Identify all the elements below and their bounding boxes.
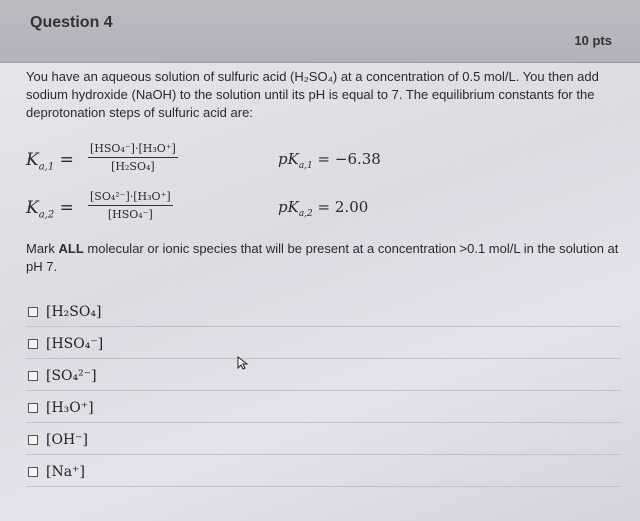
option-label: [OH⁻] <box>46 432 88 448</box>
option-hso4[interactable] <box>26 330 621 359</box>
option-h2so4[interactable] <box>26 298 621 327</box>
option-h3o[interactable] <box>26 394 621 423</box>
question-prompt: You have an aqueous solution of sulfuric acid (H₂SO₄) at a concentration of 0.5 mol/L. You then add sodium hydroxide (NaOH) to the solution until its pH is equal to 7. The equilibrium constants for the deprotonation steps of sulfuric acid are: <box>26 69 599 120</box>
option-label: [H₂SO₄] <box>46 304 102 320</box>
option-label: [HSO₄⁻] <box>46 336 104 352</box>
question-header <box>0 0 640 63</box>
ka2-symbol: $K_{a,2}$ = <box>26 198 74 221</box>
checkbox[interactable] <box>28 467 38 477</box>
option-label: [SO₄²⁻] <box>46 368 97 384</box>
points-label: 10 pts <box>574 33 612 48</box>
ka2-denominator: [HSO₄⁻] <box>107 208 153 221</box>
ka2-numerator: [SO₄²⁻]·[H₃O⁺] <box>88 190 173 206</box>
checkbox[interactable] <box>28 371 38 381</box>
option-oh[interactable] <box>26 426 621 455</box>
ka2-fraction <box>88 190 173 221</box>
option-na[interactable] <box>26 458 621 487</box>
question-body <box>26 68 626 480</box>
option-label: [Na⁺] <box>46 464 85 480</box>
pka2-expression: $pK_{a,2} = 2.00$ <box>278 198 369 219</box>
ka1-fraction <box>88 142 178 173</box>
equation-ka1 <box>26 142 626 182</box>
question-title: Question 4 <box>30 14 113 31</box>
equation-ka2 <box>26 190 626 230</box>
checkbox[interactable] <box>28 307 38 317</box>
checkbox[interactable] <box>28 403 38 413</box>
mouse-pointer-icon <box>236 356 250 370</box>
pka1-expression: $pK_{a,1} = -6.38$ <box>278 150 381 171</box>
ka1-symbol: $K_{a,1}$ = <box>26 150 74 173</box>
checkbox[interactable] <box>28 339 38 349</box>
answer-options <box>26 298 621 490</box>
option-label: [H₃O⁺] <box>46 400 94 416</box>
checkbox[interactable] <box>28 435 38 445</box>
question-instruction: Mark ALL molecular or ionic species that will be present at a concentration >0.1 mol/L in the solution at pH 7. <box>26 241 619 274</box>
option-so4[interactable] <box>26 362 621 391</box>
ka1-numerator: [HSO₄⁻]·[H₃O⁺] <box>88 142 178 158</box>
ka1-denominator: [H₂SO₄] <box>111 160 155 173</box>
